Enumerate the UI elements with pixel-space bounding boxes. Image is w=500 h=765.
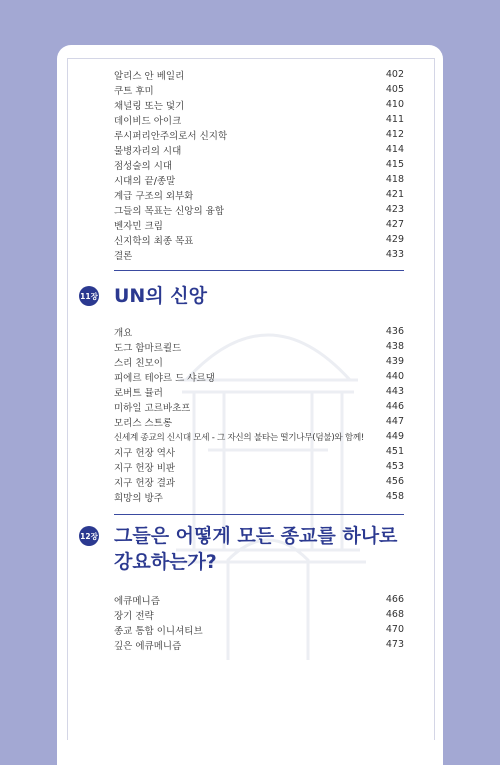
toc-entry-page: 456: [385, 476, 404, 487]
toc-entry-title: 지구 헌장 비판: [114, 462, 176, 474]
toc-entry[interactable]: [114, 324, 404, 339]
toc-entry-page: 412: [385, 129, 404, 140]
chapter-11-badge: 11장: [79, 286, 99, 306]
toc-entry-title: 도그 함마르쾰드: [114, 342, 182, 354]
toc-entry-page: 429: [385, 234, 404, 245]
toc-entry-title: 희망의 방주: [114, 492, 163, 504]
toc-entry[interactable]: [114, 607, 404, 622]
toc-entry-title: 계급 구조의 외부화: [114, 190, 194, 202]
toc-entry-page: 433: [385, 249, 404, 260]
toc-chapter-11: [114, 324, 404, 504]
toc-entry-page: 402: [385, 69, 404, 80]
toc-entry-page: 443: [385, 386, 404, 397]
toc-entry-title: 지구 헌장 결과: [114, 477, 176, 489]
toc-entry[interactable]: [114, 414, 404, 429]
toc-entry[interactable]: [114, 474, 404, 489]
toc-entry[interactable]: [114, 637, 404, 652]
page-frame-left: [67, 58, 68, 740]
toc-entry-title: 지구 헌장 역사: [114, 447, 176, 459]
toc-entry-title: 미하일 고르바초프: [114, 402, 191, 414]
toc-entry-title: 채널링 또는 덫기: [114, 100, 185, 112]
toc-entry-page: 423: [385, 204, 404, 215]
toc-entry-title: 시대의 끝/종말: [114, 175, 176, 187]
page-frame-top: [67, 58, 434, 59]
toc-entry-page: 438: [385, 341, 404, 352]
toc-entry-title: 신세계 종교의 신시대 모세 - 그 자신의 불타는 떨기나무(덤불)와 함께!: [114, 432, 364, 443]
toc-entry-page: 436: [385, 326, 404, 337]
toc-entry-page: 414: [385, 144, 404, 155]
toc-entry[interactable]: [114, 127, 404, 142]
toc-entry-title: 피에르 테야르 드 샤르댕: [114, 372, 215, 384]
toc-entry[interactable]: [114, 202, 404, 217]
toc-entry-page: 418: [385, 174, 404, 185]
toc-entry-title: 종교 통합 이니셔티브: [114, 625, 203, 637]
chapter-12-title-line2: 강요하는가?: [114, 551, 217, 573]
toc-entry-page: 453: [385, 461, 404, 472]
toc-section-1: [114, 67, 404, 262]
toc-entry-title: 알리스 안 베일리: [114, 70, 185, 82]
toc-entry-page: 446: [385, 401, 404, 412]
toc-entry[interactable]: [114, 247, 404, 262]
toc-entry-title: 장기 전략: [114, 610, 154, 622]
toc-entry-page: 473: [385, 639, 404, 650]
toc-entry[interactable]: [114, 444, 404, 459]
toc-entry[interactable]: [114, 592, 404, 607]
toc-entry-page: 447: [385, 416, 404, 427]
toc-entry-page: 449: [385, 431, 404, 442]
toc-entry-title: 벤자민 크림: [114, 220, 163, 232]
toc-entry-title: 스리 친모이: [114, 357, 163, 369]
toc-entry[interactable]: [114, 157, 404, 172]
toc-entry[interactable]: [114, 217, 404, 232]
toc-entry-title: 쿠트 후미: [114, 85, 154, 97]
toc-entry[interactable]: [114, 67, 404, 82]
toc-entry[interactable]: [114, 97, 404, 112]
toc-entry[interactable]: [114, 339, 404, 354]
toc-entry-page: 458: [385, 491, 404, 502]
toc-entry-title: 결론: [114, 250, 133, 262]
toc-entry-page: 466: [385, 594, 404, 605]
toc-chapter-12: [114, 592, 404, 652]
section-divider: [114, 270, 404, 271]
toc-entry-page: 415: [385, 159, 404, 170]
toc-entry[interactable]: [114, 459, 404, 474]
toc-entry-page: 451: [385, 446, 404, 457]
toc-entry-page: 405: [385, 84, 404, 95]
page-frame-right: [434, 58, 435, 740]
chapter-12-title[interactable]: [114, 523, 397, 575]
chapter-12-title-line1: 그들은 어떻게 모든 종교를 하나로: [114, 525, 398, 547]
toc-entry-title: 깊은 에큐메니즘: [114, 640, 182, 652]
toc-entry[interactable]: [114, 369, 404, 384]
toc-entry[interactable]: [114, 384, 404, 399]
toc-entry-page: 427: [385, 219, 404, 230]
toc-entry-page: 411: [385, 114, 404, 125]
toc-entry-title: 점성술의 시대: [114, 160, 173, 172]
toc-entry[interactable]: [114, 489, 404, 504]
toc-entry-page: 410: [385, 99, 404, 110]
toc-entry-title: 루시퍼리안주의로서 신지학: [114, 130, 228, 142]
toc-entry-page: 440: [385, 371, 404, 382]
toc-entry-page: 468: [385, 609, 404, 620]
toc-entry-title: 개요: [114, 327, 133, 339]
toc-entry[interactable]: [114, 112, 404, 127]
toc-entry-title: 그들의 목표는 신앙의 융합: [114, 205, 225, 217]
toc-entry-title: 로버트 뮬러: [114, 387, 163, 399]
toc-entry-page: 470: [385, 624, 404, 635]
toc-entry[interactable]: [114, 232, 404, 247]
toc-entry[interactable]: [114, 187, 404, 202]
toc-entry[interactable]: [114, 622, 404, 637]
chapter-12-badge: 12장: [79, 526, 99, 546]
toc-entry[interactable]: [114, 82, 404, 97]
toc-entry-page: 439: [385, 356, 404, 367]
toc-entry-page: 421: [385, 189, 404, 200]
section-divider: [114, 514, 404, 515]
toc-entry-title: 데이비드 아이크: [114, 115, 182, 127]
toc-entry-title: 물병자리의 시대: [114, 145, 182, 157]
toc-entry[interactable]: [114, 354, 404, 369]
toc-entry[interactable]: [114, 142, 404, 157]
toc-entry[interactable]: [114, 399, 404, 414]
toc-entry-title: 신지학의 최종 목표: [114, 235, 194, 247]
toc-entry-title: 모리스 스트롱: [114, 417, 173, 429]
chapter-11-title[interactable]: UN의 신앙: [114, 285, 208, 307]
toc-entry-title: 에큐메니즘: [114, 595, 160, 607]
toc-entry[interactable]: [114, 172, 404, 187]
toc-entry[interactable]: [114, 429, 404, 444]
